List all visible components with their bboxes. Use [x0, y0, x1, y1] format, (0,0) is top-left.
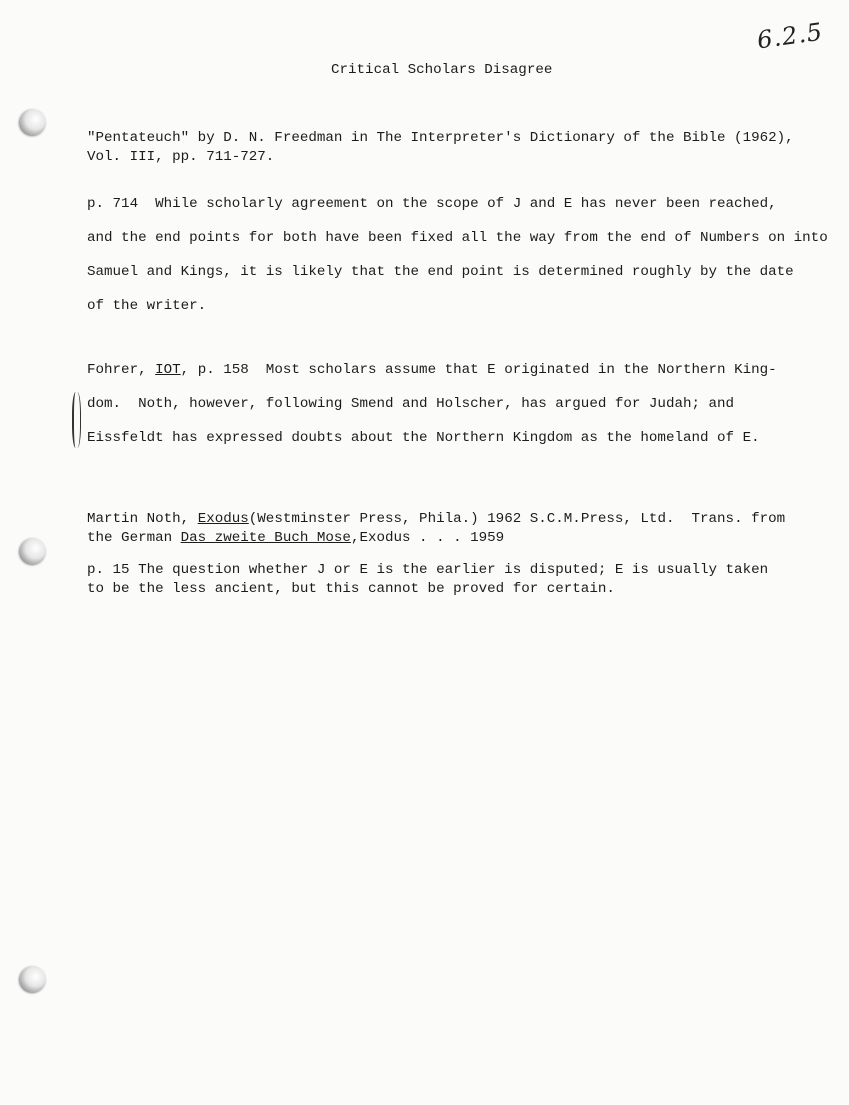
noth-citation-line-2 — [87, 529, 504, 547]
citation-line-2: Vol. III, pp. 711-727. — [87, 149, 275, 165]
book-title: Exodus — [197, 511, 249, 527]
quote-line: to be the less ancient, but this cannot be proved for certain. — [87, 581, 615, 597]
publisher-info: (Westminster Press, Phila.) 1962 S.C.M.Press, Ltd. Trans. from — [248, 511, 786, 527]
fohrer-line-1 — [87, 361, 777, 379]
handwritten-note: 6.2.5 — [755, 17, 825, 55]
line-suffix: ,Exodus . . . 1959 — [350, 530, 505, 546]
binder-hole-bottom — [20, 966, 46, 992]
quote-line: dom. Noth, however, following Smend and Holscher, has argued for Judah; and — [87, 396, 735, 412]
quote-line: p. 714 While scholarly agreement on the scope of J and E has never been reached, — [87, 196, 777, 212]
binder-hole-top — [20, 109, 46, 135]
german-title: Das zweite Buch Mose — [180, 530, 351, 546]
page-title: Critical Scholars Disagree — [331, 62, 553, 78]
noth-citation-line-1 — [87, 510, 785, 528]
author-name: Fohrer, — [87, 362, 156, 378]
quote-line: of the writer. — [87, 298, 207, 314]
line-prefix: the German — [87, 530, 181, 546]
citation-line-1: "Pentateuch" by D. N. Freedman in The Interpreter's Dictionary of the Bible (1962), — [87, 130, 794, 146]
quote-line: Samuel and Kings, it is likely that the end point is determined roughly by the date — [87, 264, 794, 280]
quote-line: and the end points for both have been fixed all the way from the end of Numbers on into — [87, 230, 828, 246]
quote-line: Eissfeldt has expressed doubts about the Northern Kingdom as the homeland of E. — [87, 430, 760, 446]
binder-hole-middle — [20, 538, 46, 564]
abbreviation-iot: IOT — [155, 362, 181, 378]
author-name: Martin Noth, — [87, 511, 198, 527]
quote-text: , p. 158 Most scholars assume that E originated in the Northern King- — [180, 362, 777, 378]
quote-line: p. 15 The question whether J or E is the earlier is disputed; E is usually taken — [87, 562, 769, 578]
margin-bracket-mark — [72, 392, 81, 448]
